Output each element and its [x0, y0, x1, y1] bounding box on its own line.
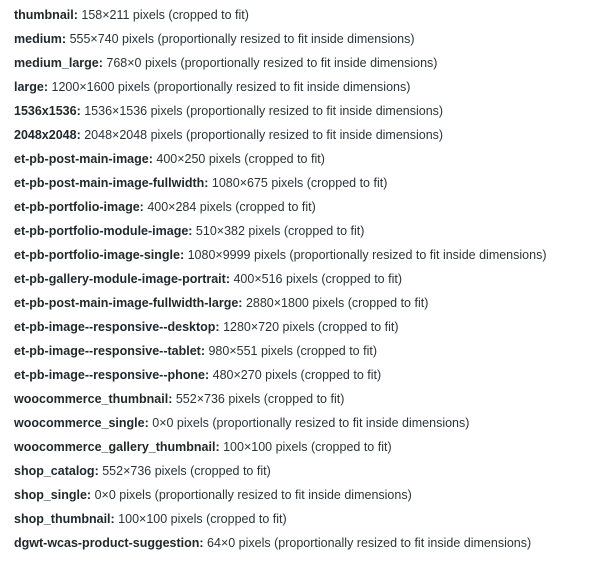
image-size-name: shop_thumbnail:: [14, 512, 115, 526]
image-size-name: shop_catalog:: [14, 464, 99, 478]
image-size-item: [14, 199, 599, 223]
image-size-name: et-pb-image--responsive--desktop:: [14, 320, 220, 334]
image-size-item: [14, 151, 599, 175]
image-size-item: [14, 511, 599, 535]
image-size-item: [14, 367, 599, 391]
image-size-description: 480×270 pixels (cropped to fit): [209, 368, 382, 382]
image-size-description: 400×516 pixels (cropped to fit): [230, 272, 402, 286]
image-size-item: [14, 487, 599, 511]
image-size-item: [14, 79, 599, 103]
image-size-name: medium:: [14, 32, 67, 46]
image-size-description: 100×100 pixels (cropped to fit): [114, 512, 287, 526]
image-size-description: 2880×1800 pixels (cropped to fit): [242, 296, 429, 310]
image-size-name: et-pb-post-main-image-fullwidth-large:: [14, 296, 243, 310]
image-size-item: [14, 391, 599, 415]
image-size-description: 1080×9999 pixels (proportionally resized to fit inside dimensions): [184, 248, 547, 262]
image-size-item: [14, 31, 599, 55]
image-size-item: [14, 223, 599, 247]
image-size-description: 2048×2048 pixels (proportionally resized to fit inside dimensions): [80, 128, 444, 142]
image-size-name: woocommerce_thumbnail:: [14, 392, 173, 406]
image-size-name: thumbnail:: [14, 8, 78, 22]
image-size-description: 552×736 pixels (cropped to fit): [172, 392, 345, 406]
image-size-name: large:: [14, 80, 49, 94]
image-size-name: et-pb-gallery-module-image-portrait:: [14, 272, 230, 286]
image-size-name: 1536x1536:: [14, 104, 81, 118]
image-size-name: et-pb-portfolio-image-single:: [14, 248, 185, 262]
image-size-description: 64×0 pixels (proportionally resized to fit inside dimensions): [203, 536, 532, 550]
image-size-name: dgwt-wcas-product-suggestion:: [14, 536, 204, 550]
image-size-name: woocommerce_gallery_thumbnail:: [14, 440, 220, 454]
image-size-description: 1280×720 pixels (cropped to fit): [219, 320, 399, 334]
image-size-description: 510×382 pixels (cropped to fit): [192, 224, 365, 238]
image-size-name: et-pb-image--responsive--phone:: [14, 368, 210, 382]
image-size-item: [14, 295, 599, 319]
image-size-description: 400×250 pixels (cropped to fit): [152, 152, 325, 166]
image-size-name: et-pb-post-main-image-fullwidth:: [14, 176, 209, 190]
image-size-name: et-pb-image--responsive--tablet:: [14, 344, 205, 358]
image-size-item: [14, 247, 599, 271]
image-size-name: woocommerce_single:: [14, 416, 149, 430]
image-size-description: 1200×1600 pixels (proportionally resized to fit inside dimensions): [48, 80, 411, 94]
image-size-item: [14, 103, 599, 127]
image-size-name: et-pb-portfolio-module-image:: [14, 224, 193, 238]
image-size-item: [14, 319, 599, 343]
image-size-description: 0×0 pixels (proportionally resized to fit inside dimensions): [148, 416, 470, 430]
image-size-item: [14, 175, 599, 199]
image-size-item: [14, 415, 599, 439]
image-size-item: [14, 127, 599, 151]
image-size-item: [14, 343, 599, 367]
image-size-name: medium_large:: [14, 56, 103, 70]
image-size-description: 0×0 pixels (proportionally resized to fit inside dimensions): [91, 488, 412, 502]
image-size-description: 158×211 pixels (cropped to fit): [77, 8, 249, 22]
image-size-description: 555×740 pixels (proportionally resized to fit inside dimensions): [66, 32, 415, 46]
image-size-item: [14, 55, 599, 79]
image-size-item: [14, 439, 599, 463]
image-size-description: 980×551 pixels (cropped to fit): [205, 344, 377, 358]
image-size-item: [14, 271, 599, 295]
image-size-item: [14, 463, 599, 487]
image-sizes-list: [14, 7, 599, 559]
image-size-name: et-pb-portfolio-image:: [14, 200, 144, 214]
image-size-name: et-pb-post-main-image:: [14, 152, 153, 166]
image-size-item: [14, 7, 599, 31]
image-size-description: 1080×675 pixels (cropped to fit): [208, 176, 388, 190]
image-size-name: 2048x2048:: [14, 128, 81, 142]
image-size-description: 100×100 pixels (cropped to fit): [219, 440, 392, 454]
image-size-description: 552×736 pixels (cropped to fit): [98, 464, 271, 478]
image-size-description: 768×0 pixels (proportionally resized to fit inside dimensions): [102, 56, 438, 70]
image-size-name: shop_single:: [14, 488, 92, 502]
image-size-description: 1536×1536 pixels (proportionally resized to fit inside dimensions): [80, 104, 444, 118]
image-size-description: 400×284 pixels (cropped to fit): [143, 200, 316, 214]
image-size-item: [14, 535, 599, 559]
